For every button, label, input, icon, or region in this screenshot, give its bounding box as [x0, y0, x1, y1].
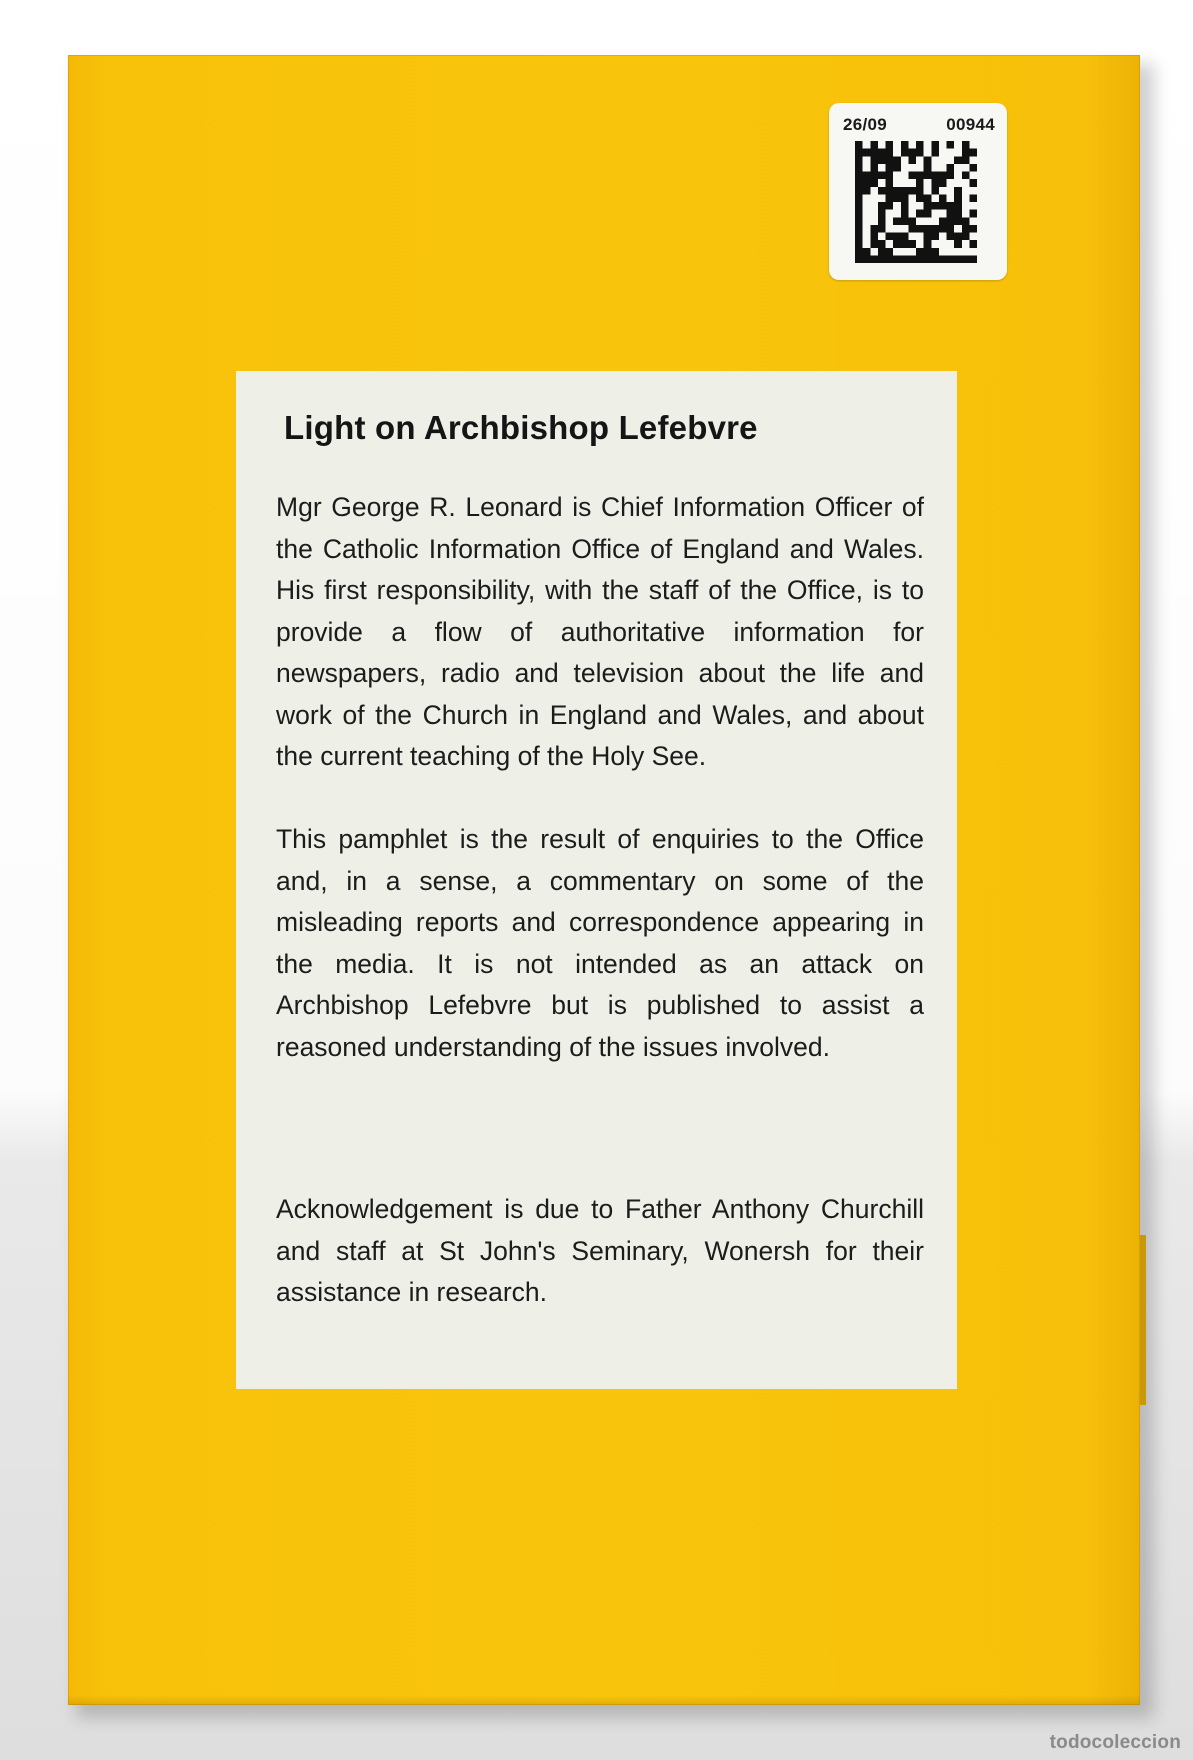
description-panel: [236, 371, 957, 1389]
booklet-edge: [68, 1695, 1140, 1705]
booklet-back-cover: [68, 55, 1140, 1705]
sticker-item-code: 00944: [946, 115, 995, 134]
acknowledgement-paragraph: Acknowledgement is due to Father Anthony Churchill and staff at St John's Seminary, Wonersh for their assistance in research.: [276, 1194, 924, 1307]
pamphlet-title: Light on Archbishop Lefebvre: [284, 409, 758, 446]
datamatrix-barcode: [855, 141, 977, 263]
sticker-date-code: 26/09: [843, 115, 888, 134]
spine-edge: [1140, 1235, 1146, 1405]
watermark-text: todocoleccion: [1049, 1732, 1181, 1753]
author-paragraph: Mgr George R. Leonard is Chief Information Officer of the Catholic Information Office of England and Wales. His first responsibility, with the staff of the Office, is to provide a flow of authoritative information for newspapers, radio and television about the life and work of the Church in England and Wales, and about the current teaching of the Holy See.: [276, 492, 924, 771]
sticker-codes: [843, 115, 995, 135]
purpose-paragraph: This pamphlet is the result of enquiries to the Office and, in a sense, a commentary on some of the misleading reports and correspondence appearing in the media. It is not intended as an attack on Archbishop Lefebvre but is published to assist a reasoned understanding of the issues involved.: [276, 824, 924, 1062]
inventory-sticker: [829, 103, 1007, 280]
